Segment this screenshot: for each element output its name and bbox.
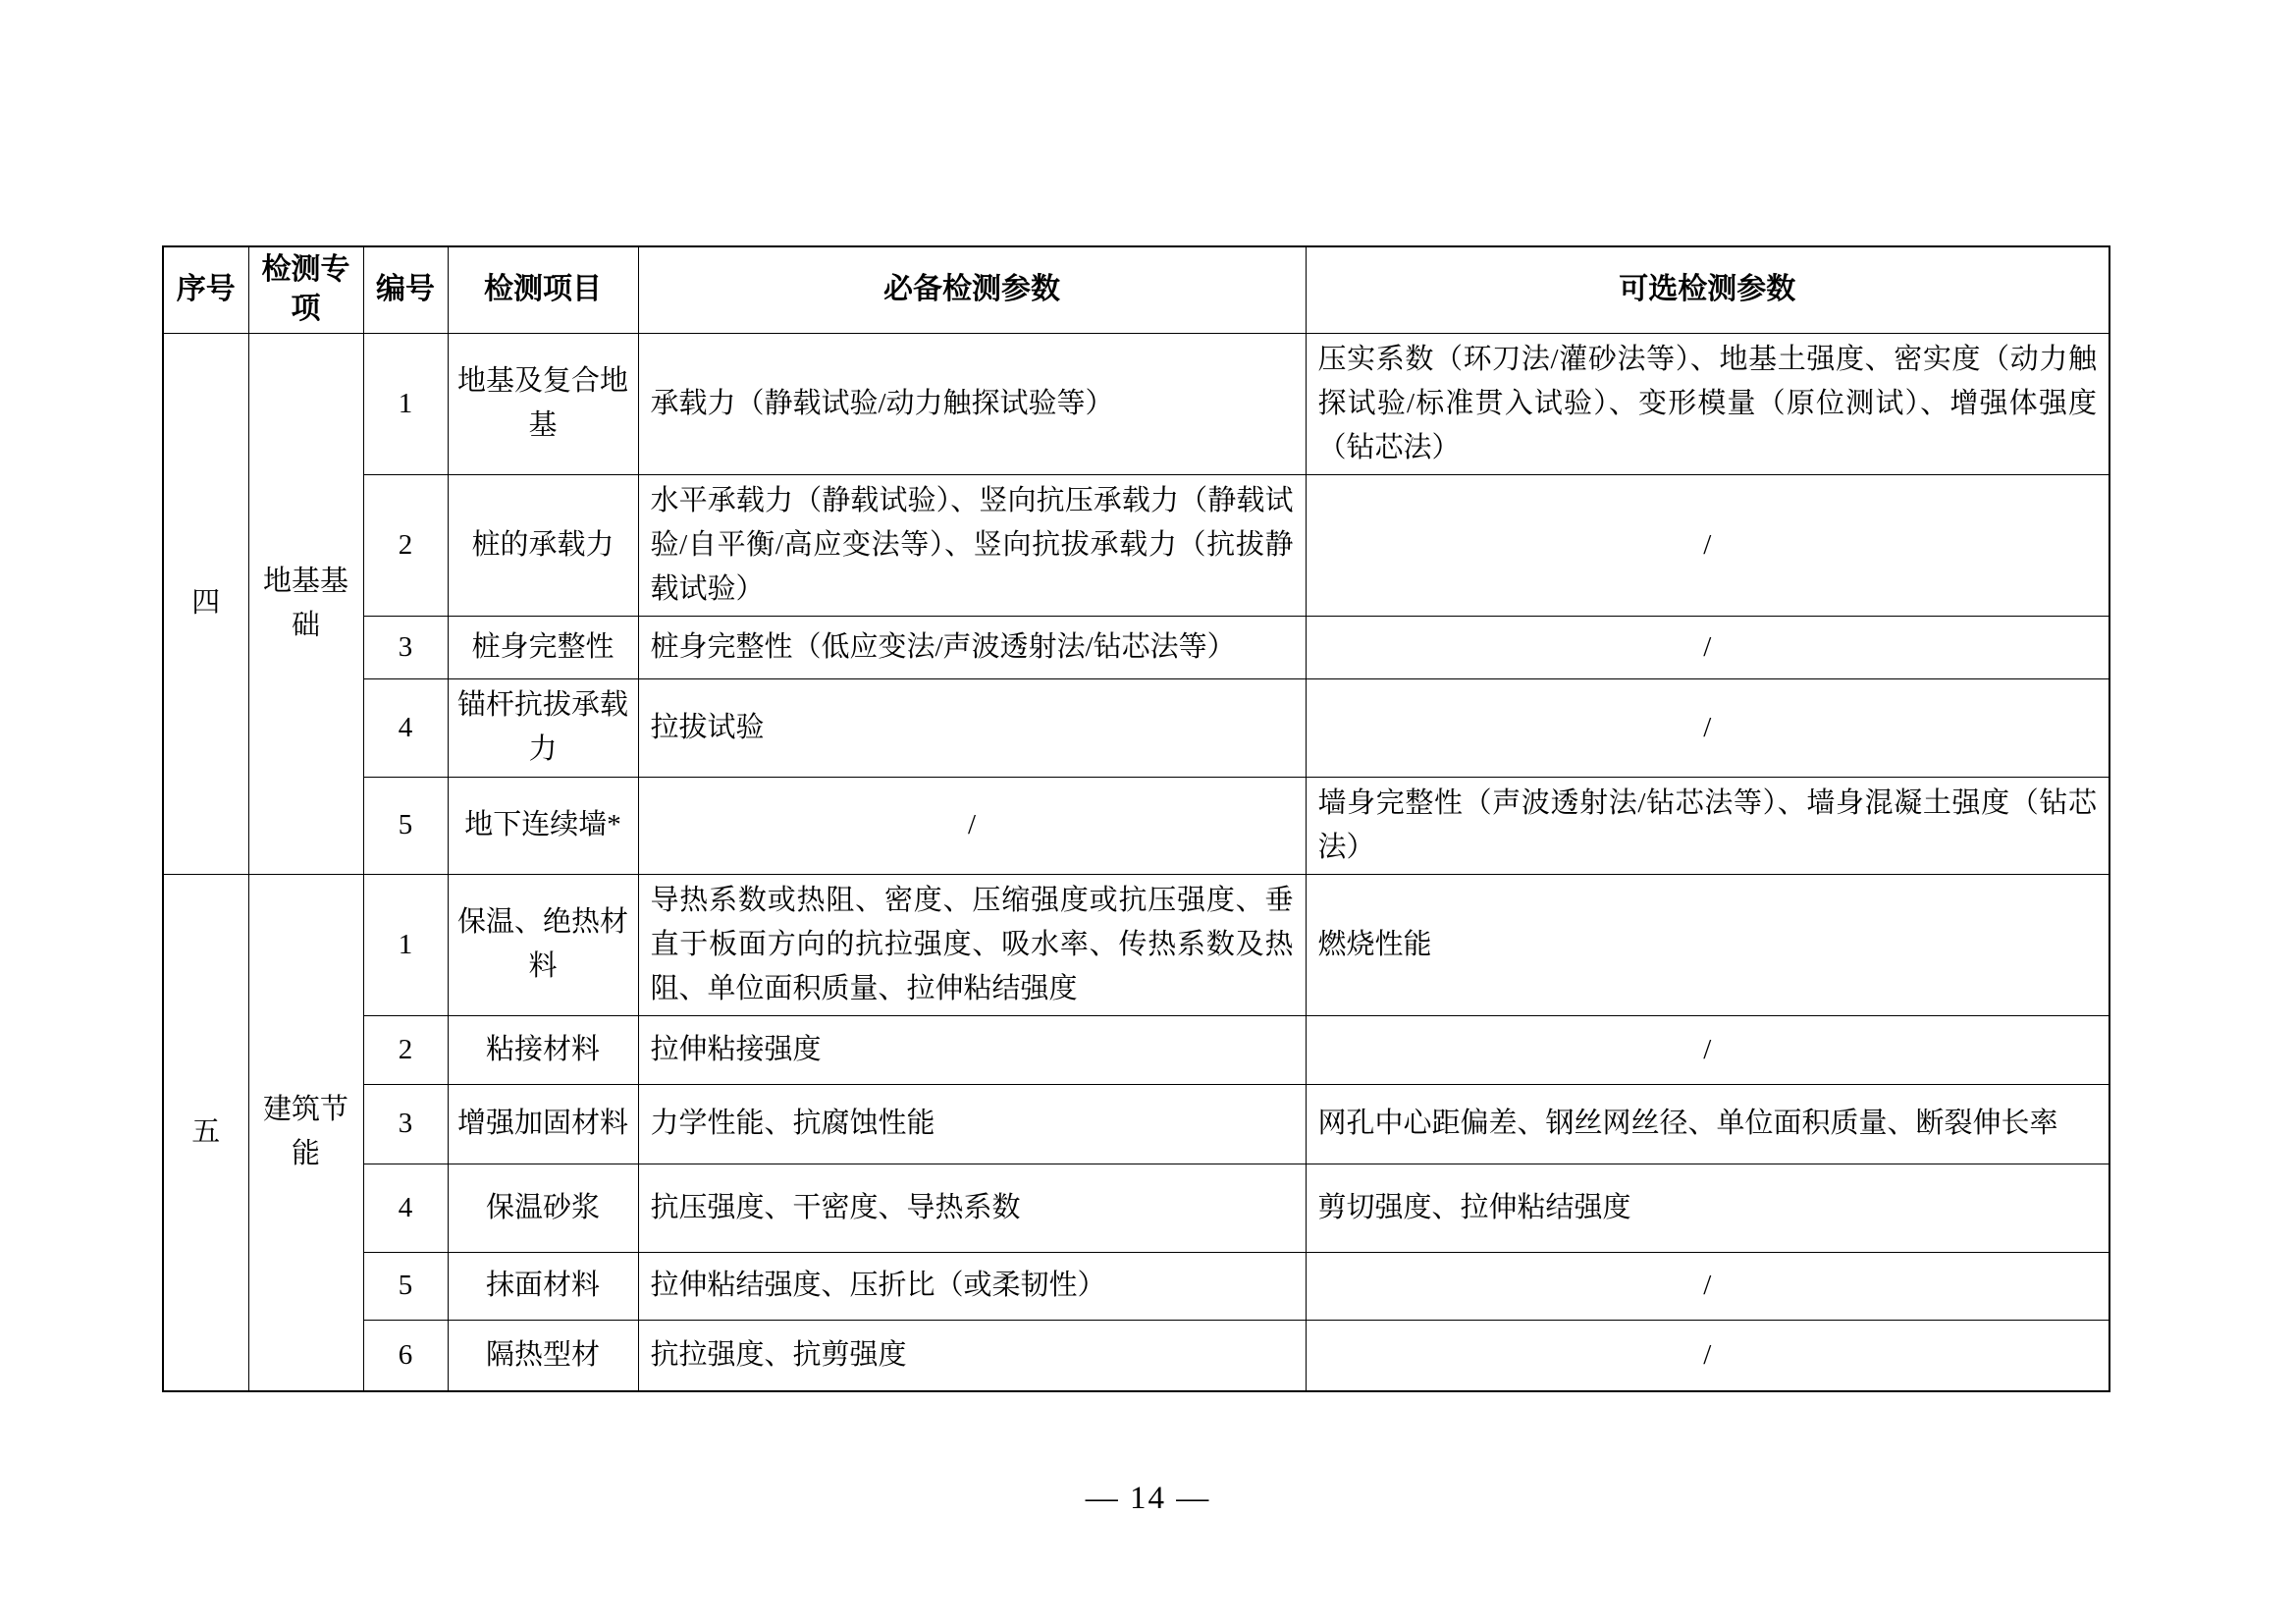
header-specialty: 检测专项 xyxy=(248,246,363,333)
cell-no: 2 xyxy=(363,1015,448,1084)
cell-item: 锚杆抗拔承载力 xyxy=(448,678,638,777)
cell-optional: 压实系数（环刀法/灌砂法等）、地基土强度、密实度（动力触探试验/标准贯入试验）、变形模量（原位测试）、增强体强度（钻芯法） xyxy=(1306,333,2109,474)
table-row xyxy=(163,1252,2109,1320)
header-required-params: 必备检测参数 xyxy=(638,246,1306,333)
table-row xyxy=(163,777,2109,874)
cell-optional: 网孔中心距偏差、钢丝网丝径、单位面积质量、断裂伸长率 xyxy=(1306,1084,2109,1164)
cell-section-index: 五 xyxy=(163,874,248,1391)
cell-no: 3 xyxy=(363,1084,448,1164)
cell-required: 抗拉强度、抗剪强度 xyxy=(638,1320,1306,1391)
table-row xyxy=(163,1084,2109,1164)
cell-optional: / xyxy=(1306,1252,2109,1320)
table-row xyxy=(163,678,2109,777)
cell-no: 1 xyxy=(363,333,448,474)
cell-optional: / xyxy=(1306,616,2109,678)
cell-required: 拉伸粘接强度 xyxy=(638,1015,1306,1084)
table-row xyxy=(163,1320,2109,1391)
header-optional-params: 可选检测参数 xyxy=(1306,246,2109,333)
cell-required: 桩身完整性（低应变法/声波透射法/钻芯法等） xyxy=(638,616,1306,678)
table-row xyxy=(163,1164,2109,1252)
cell-optional: / xyxy=(1306,1015,2109,1084)
inspection-parameters-table xyxy=(162,245,2110,1392)
cell-no: 4 xyxy=(363,1164,448,1252)
table-row xyxy=(163,874,2109,1015)
cell-item: 隔热型材 xyxy=(448,1320,638,1391)
cell-item: 粘接材料 xyxy=(448,1015,638,1084)
cell-optional: / xyxy=(1306,474,2109,616)
cell-no: 4 xyxy=(363,678,448,777)
table-row xyxy=(163,333,2109,474)
cell-category: 建筑节能 xyxy=(248,874,363,1391)
cell-category: 地基基础 xyxy=(248,333,363,874)
cell-item: 抹面材料 xyxy=(448,1252,638,1320)
cell-required: 抗压强度、干密度、导热系数 xyxy=(638,1164,1306,1252)
cell-section-index: 四 xyxy=(163,333,248,874)
cell-no: 1 xyxy=(363,874,448,1015)
cell-item: 增强加固材料 xyxy=(448,1084,638,1164)
table-row xyxy=(163,616,2109,678)
cell-optional: 剪切强度、拉伸粘结强度 xyxy=(1306,1164,2109,1252)
cell-no: 3 xyxy=(363,616,448,678)
cell-no: 2 xyxy=(363,474,448,616)
header-item: 检测项目 xyxy=(448,246,638,333)
cell-required: 拉伸粘结强度、压折比（或柔韧性） xyxy=(638,1252,1306,1320)
cell-item: 保温砂浆 xyxy=(448,1164,638,1252)
cell-optional: 墙身完整性（声波透射法/钻芯法等）、墙身混凝土强度（钻芯法） xyxy=(1306,777,2109,874)
cell-no: 5 xyxy=(363,1252,448,1320)
table-row xyxy=(163,1015,2109,1084)
table-row xyxy=(163,474,2109,616)
header-no: 编号 xyxy=(363,246,448,333)
cell-required: / xyxy=(638,777,1306,874)
cell-item: 保温、绝热材料 xyxy=(448,874,638,1015)
table-header-row xyxy=(163,246,2109,333)
cell-no: 6 xyxy=(363,1320,448,1391)
cell-item: 桩身完整性 xyxy=(448,616,638,678)
cell-required: 导热系数或热阻、密度、压缩强度或抗压强度、垂直于板面方向的抗拉强度、吸水率、传热系数及热阻、单位面积质量、拉伸粘结强度 xyxy=(638,874,1306,1015)
cell-required: 力学性能、抗腐蚀性能 xyxy=(638,1084,1306,1164)
cell-required: 拉拔试验 xyxy=(638,678,1306,777)
cell-item: 地基及复合地基 xyxy=(448,333,638,474)
cell-optional: 燃烧性能 xyxy=(1306,874,2109,1015)
cell-optional: / xyxy=(1306,678,2109,777)
cell-item: 地下连续墙* xyxy=(448,777,638,874)
cell-optional: / xyxy=(1306,1320,2109,1391)
cell-no: 5 xyxy=(363,777,448,874)
page-number: — 14 — xyxy=(1085,1481,1211,1516)
cell-item: 桩的承载力 xyxy=(448,474,638,616)
header-serial: 序号 xyxy=(163,246,248,333)
cell-required: 水平承载力（静载试验）、竖向抗压承载力（静载试验/自平衡/高应变法等）、竖向抗拔承载力（抗拔静载试验） xyxy=(638,474,1306,616)
cell-required: 承载力（静载试验/动力触探试验等） xyxy=(638,333,1306,474)
